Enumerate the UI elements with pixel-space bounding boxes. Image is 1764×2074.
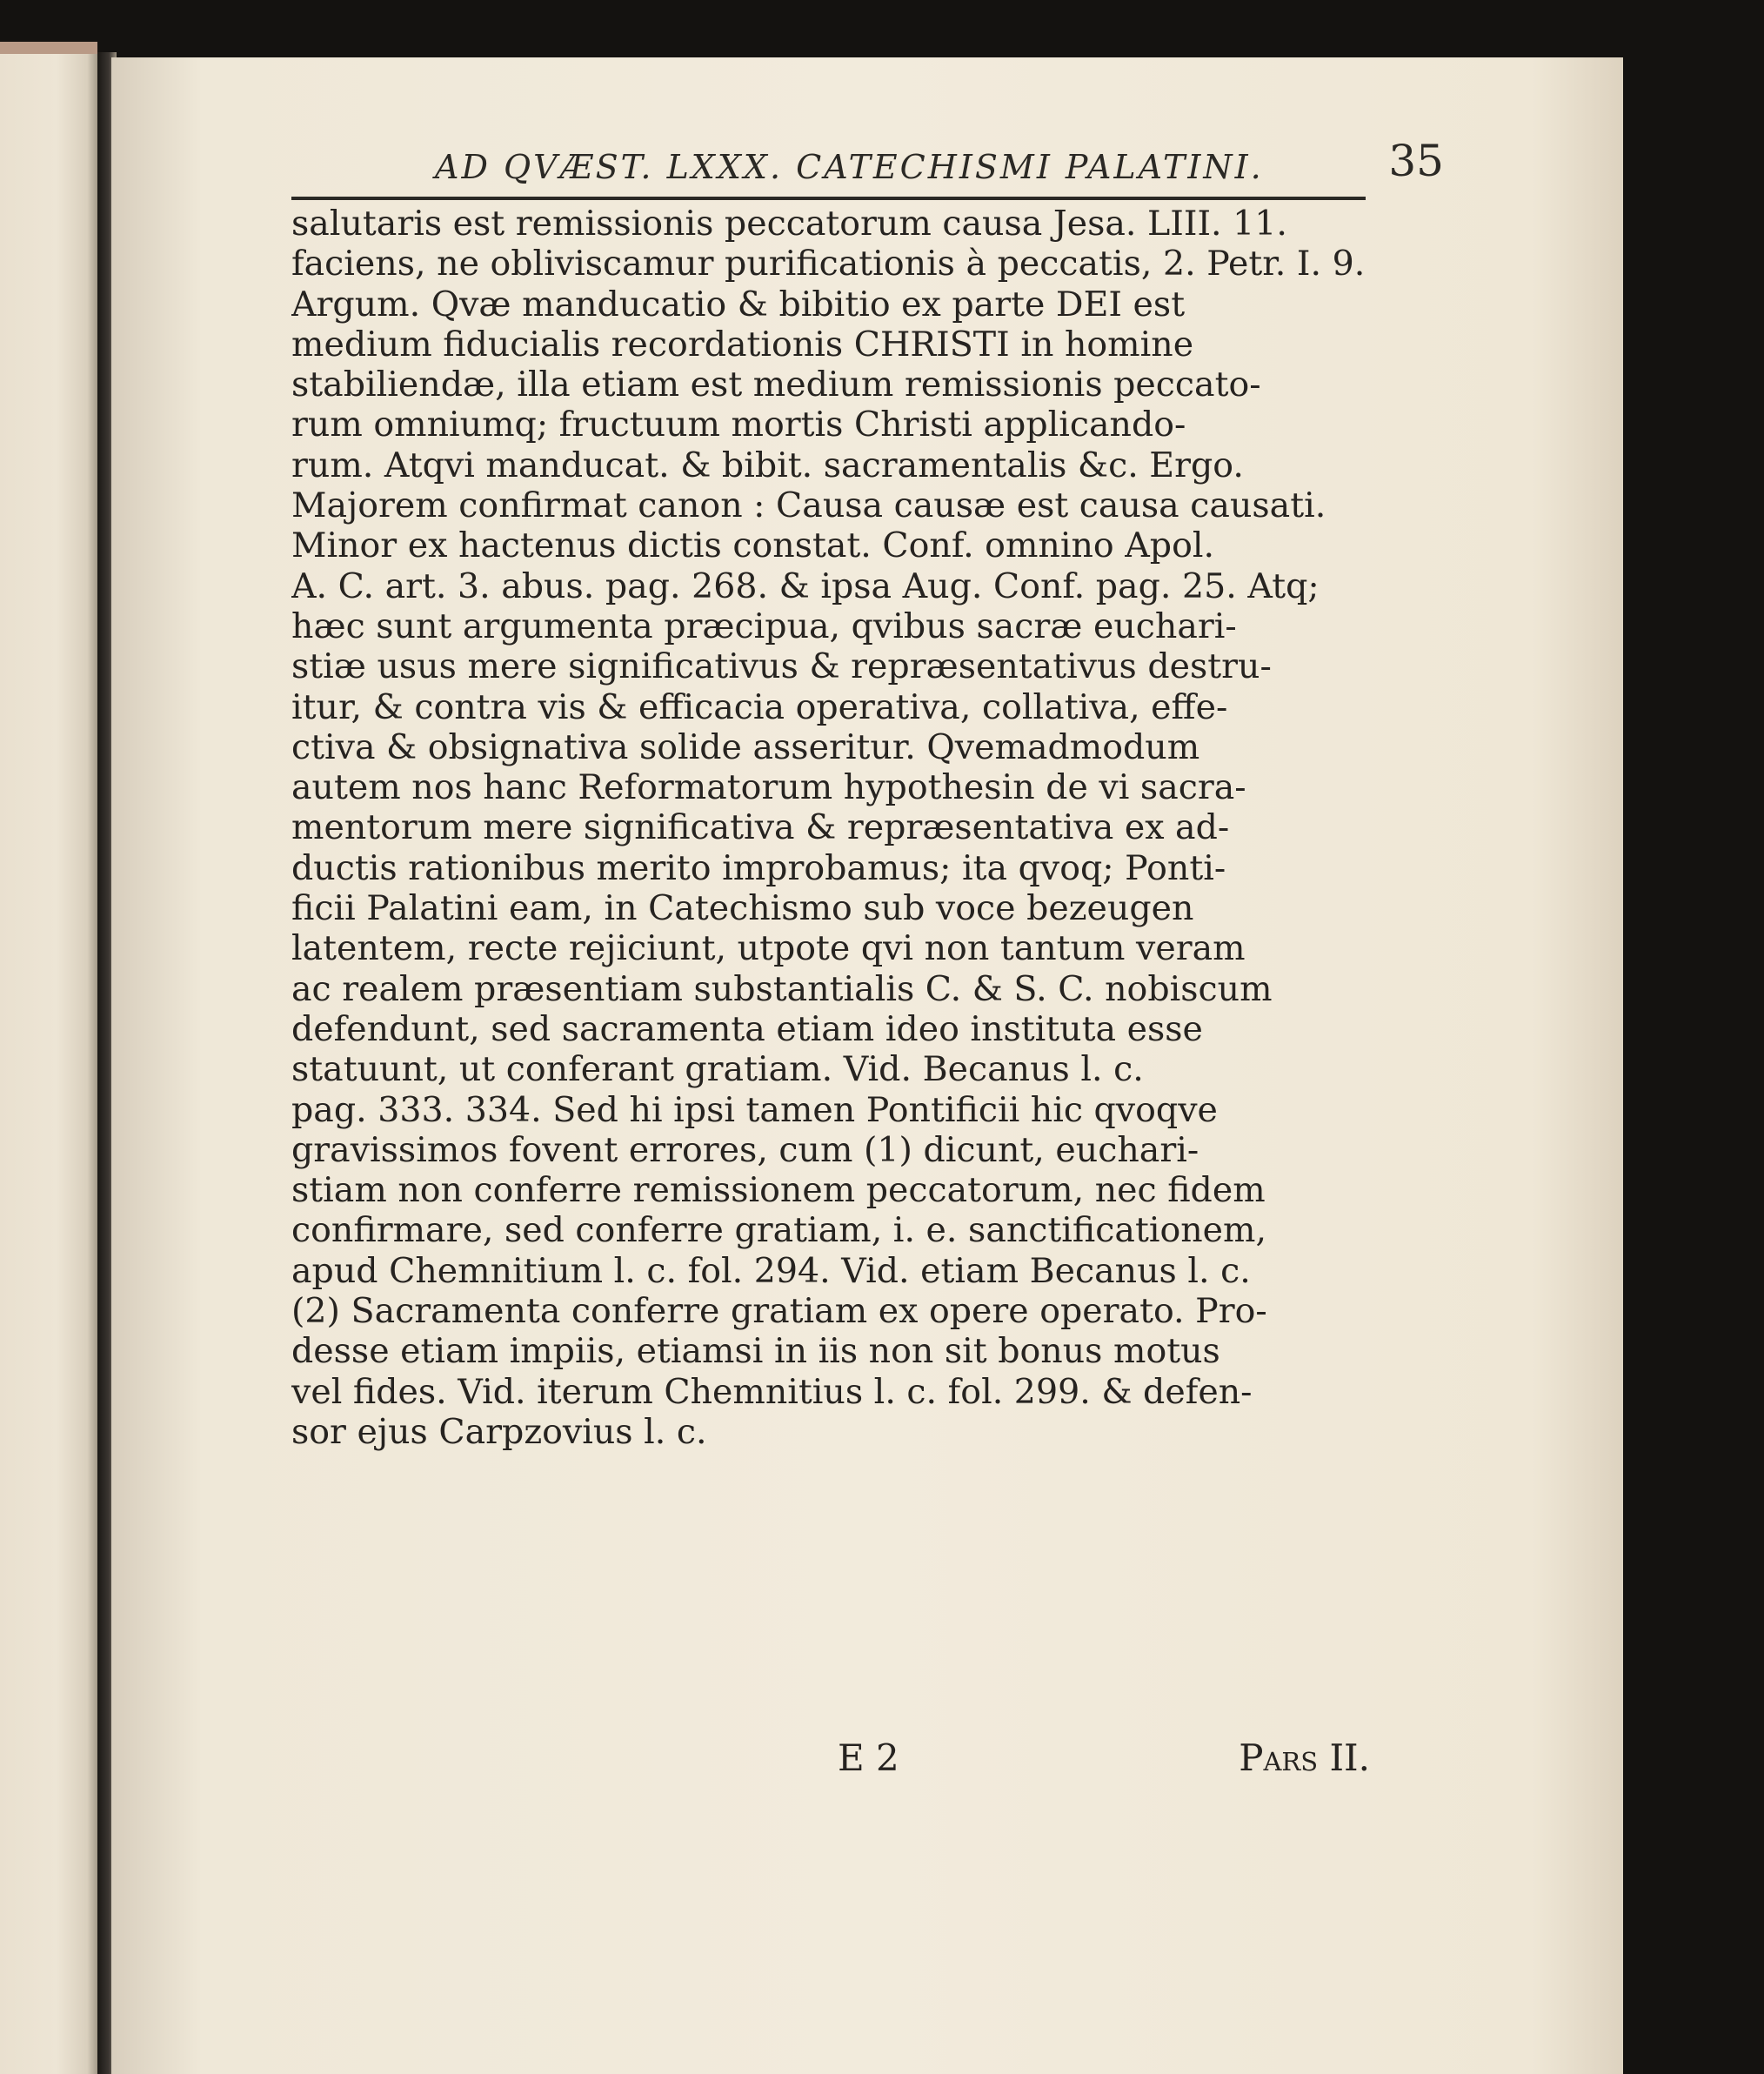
text-line: statuunt, ut conferant gratiam. Vid. Becanus l. c. <box>291 1049 1144 1090</box>
text-line: ficii Palatini eam, in Catechismo sub voce bezeugen <box>291 888 1194 929</box>
page-number: 35 <box>1388 136 1444 186</box>
text-line: pag. 333. 334. Sed hi ipsi tamen Pontificii hic qvoqve <box>291 1089 1218 1130</box>
text-line: stiam non conferre remissionem peccatorum, nec fidem <box>291 1170 1266 1211</box>
text-line: salutaris est remissionis peccatorum causa Jesa. LIII. 11. <box>291 204 1287 244</box>
text-line: desse etiam impiis, etiamsi in iis non sit bonus motus <box>291 1331 1220 1372</box>
catchword: Pars II. <box>1239 1736 1370 1779</box>
text-line: A. C. art. 3. abus. pag. 268. & ipsa Aug. Conf. pag. 25. Atq; <box>291 565 1320 606</box>
page-footer <box>291 1736 1370 1789</box>
text-line: confirmare, sed conferre gratiam, i. e. sanctificationem, <box>291 1210 1267 1251</box>
text-line: rum. Atqvi manducat. & bibit. sacramentalis &c. Ergo. <box>291 445 1244 485</box>
signature-mark: E 2 <box>838 1736 899 1779</box>
running-head-title: AD QVÆST. LXXX. CATECHISMI PALATINI. <box>435 148 1264 186</box>
text-line: stiæ usus mere significativus & repræsentativus destru- <box>291 646 1272 687</box>
text-line: vel fides. Vid. iterum Chemnitius l. c. fol. 299. & defen- <box>291 1371 1253 1412</box>
text-line: faciens, ne obliviscamur purificationis à peccatis, 2. Petr. I. 9. <box>291 244 1366 284</box>
text-line: ctiva & obsignativa solide asseritur. Qvemadmodum <box>291 726 1200 767</box>
text-line: ductis rationibus merito improbamus; ita qvoq; Ponti- <box>291 847 1226 888</box>
text-line: ac realem præsentiam substantialis C. & S. C. nobiscum <box>291 968 1273 1009</box>
text-line: Argum. Qvæ manducatio & bibitio ex parte DEI est <box>291 284 1186 324</box>
text-line: (2) Sacramenta conferre gratiam ex opere operato. Pro- <box>291 1291 1267 1332</box>
text-line: Majorem confirmat canon : Causa causæ est causa causati. <box>291 485 1326 526</box>
text-line: latentem, recte rejiciunt, utpote qvi non tantum veram <box>291 928 1246 969</box>
body-text <box>291 204 1370 1452</box>
text-line: gravissimos fovent errores, cum (1) dicunt, euchari- <box>291 1129 1199 1170</box>
text-line: stabiliendæ, illa etiam est medium remissionis peccato- <box>291 365 1261 405</box>
text-line: hæc sunt argumenta præcipua, qvibus sacræ euchari- <box>291 605 1237 646</box>
text-line: Minor ex hactenus dictis constat. Conf. omnino Apol. <box>291 525 1215 566</box>
text-line: rum omniumq; fructuum mortis Christi applicando- <box>291 405 1186 445</box>
text-line: mentorum mere significativa & repræsentativa ex ad- <box>291 807 1230 848</box>
left-page-margin <box>0 54 103 2074</box>
text-line: itur, & contra vis & efficacia operativa, collativa, effe- <box>291 686 1228 727</box>
text-line: sor ejus Carpzovius l. c. <box>291 1411 707 1452</box>
running-head <box>296 87 1470 186</box>
text-line: medium fiducialis recordationis CHRISTI in homine <box>291 324 1194 365</box>
text-line: defendunt, sed sacramenta etiam ideo instituta esse <box>291 1008 1203 1049</box>
text-line: autem nos hanc Reformatorum hypothesin de vi sacra- <box>291 767 1246 808</box>
text-line: apud Chemnitium l. c. fol. 294. Vid. etiam Becanus l. c. <box>291 1250 1251 1291</box>
head-rule <box>291 197 1366 200</box>
